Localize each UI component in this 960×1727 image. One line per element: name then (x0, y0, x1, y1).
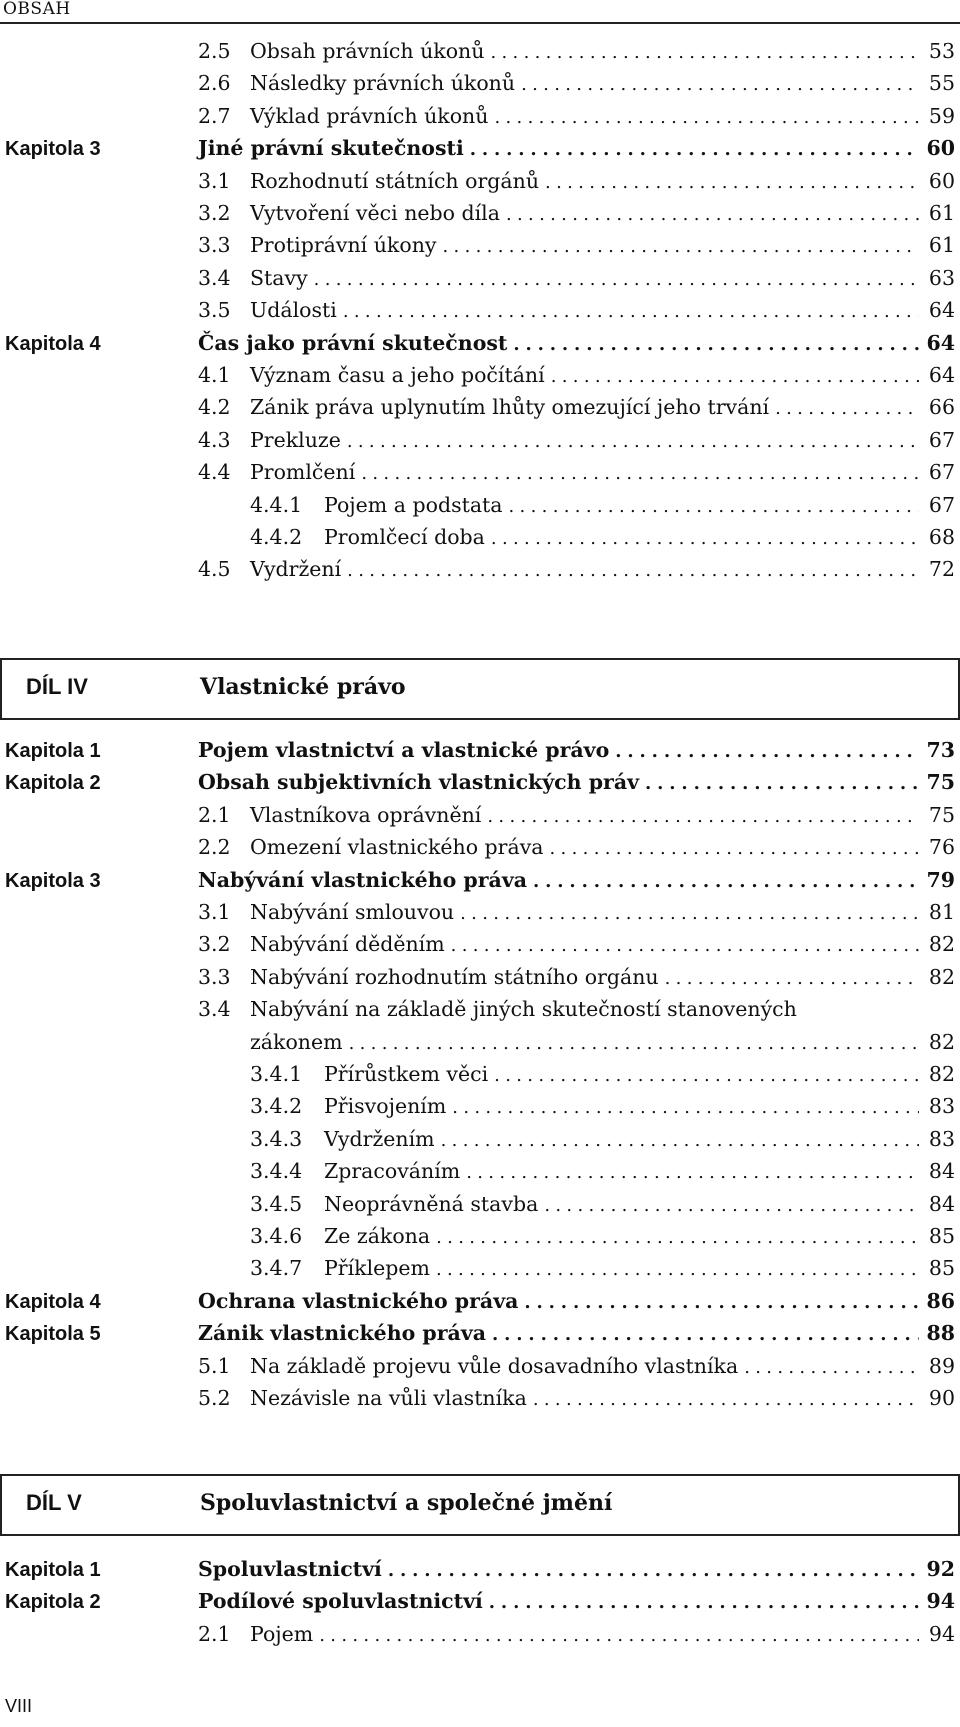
entry-line (198, 39, 955, 69)
page-ref: 94 (928, 1621, 955, 1646)
entry-line (198, 71, 955, 101)
entry-title: Vytvoření věci nebo díla (250, 201, 500, 225)
section-number: 2.1 (198, 1621, 231, 1646)
entry-line (198, 104, 955, 134)
leader-dots (314, 269, 919, 290)
section-number: 2.5 (198, 39, 231, 63)
page-ref: 66 (928, 395, 955, 420)
entry-line (198, 395, 955, 425)
toc-entry[interactable] (0, 1222, 960, 1254)
page-ref: 88 (926, 1321, 955, 1346)
entry-title: Nabývání vlastnického práva (198, 867, 528, 892)
entry-line (198, 835, 955, 865)
page-ref: 64 (926, 330, 955, 355)
entry-line (198, 1289, 955, 1319)
running-header (0, 0, 960, 24)
entry-title: Jiné právní skutečnosti (198, 136, 464, 161)
section-number: 3.2 (198, 201, 231, 225)
entry-title: Přisvojením (324, 1094, 447, 1119)
entry-line (198, 233, 955, 263)
page-ref: 61 (928, 201, 955, 225)
leader-dots (361, 463, 919, 484)
entry-title: Obsah subjektivních vlastnických práv (198, 770, 640, 795)
page-ref: 60 (928, 168, 955, 193)
part-title: Vlastnické právo (200, 674, 406, 700)
section-number: 4.4 (198, 460, 231, 485)
toc-entry[interactable] (0, 1587, 960, 1619)
chapter-label: Kapitola 3 (5, 138, 101, 161)
entry-title: Význam času a jeho počítání (250, 363, 545, 387)
entry-title: Obsah právních úkonů (250, 39, 485, 63)
entry-line (198, 169, 955, 199)
entry-title: Nabývání smlouvou (250, 900, 455, 924)
toc-entry[interactable] (0, 1555, 960, 1587)
entry-title: Prekluze (250, 427, 341, 452)
page-number: VIII (5, 1696, 33, 1716)
page-ref: 81 (928, 900, 955, 924)
page-ref: 67 (928, 460, 955, 485)
entry-title: Nabývání rozhodnutím státního orgánu (250, 964, 659, 989)
toc-entry[interactable] (0, 1254, 960, 1286)
entry-line (198, 770, 955, 800)
page-ref: 67 (928, 492, 955, 517)
toc-entry[interactable] (0, 199, 960, 231)
toc-entry[interactable] (0, 1190, 960, 1222)
toc-entry[interactable] (0, 1319, 960, 1351)
leader-dots (506, 204, 919, 225)
chapter-label: Kapitola 2 (5, 772, 101, 795)
page-ref: 86 (926, 1288, 955, 1313)
page-ref: 79 (926, 867, 955, 892)
entry-title: Následky právních úkonů (250, 71, 516, 96)
entry-line (250, 525, 955, 555)
leader-dots (544, 1195, 919, 1216)
toc-entry[interactable] (0, 995, 960, 1027)
toc-entry[interactable] (0, 555, 960, 587)
entry-line (250, 1030, 955, 1060)
toc-entry[interactable] (0, 102, 960, 134)
part-label: DÍL IV (26, 674, 88, 699)
section-number: 3.4.1 (250, 1062, 303, 1086)
leader-dots (494, 107, 919, 128)
section-number: 3.4.6 (250, 1224, 303, 1248)
page-ref: 72 (928, 557, 955, 582)
chapter-label: Kapitola 5 (5, 1323, 101, 1346)
leader-dots (513, 334, 919, 355)
leader-dots (545, 172, 919, 193)
entry-title: Příklepem (324, 1256, 430, 1281)
toc-entry[interactable] (0, 1060, 960, 1092)
section-number: 3.4 (198, 265, 231, 290)
entry-line (198, 201, 955, 231)
entry-title: Vydržením (324, 1126, 435, 1151)
section-number: 5.2 (198, 1386, 231, 1410)
leader-dots (533, 871, 919, 892)
entry-line (198, 1321, 955, 1351)
entry-title: Ze zákona (324, 1224, 431, 1248)
chapter-label: Kapitola 2 (5, 1591, 101, 1614)
toc-entry[interactable] (0, 1157, 960, 1189)
entry-title: Vydržení (250, 557, 342, 582)
chapter-label: Kapitola 3 (5, 869, 101, 892)
leader-dots (452, 1097, 919, 1118)
entry-title: Promlčení (250, 460, 356, 485)
leader-dots (665, 968, 919, 989)
entry-line (198, 932, 955, 962)
section-number: 3.3 (198, 964, 231, 989)
page-ref: 84 (928, 1159, 955, 1184)
page-ref: 83 (928, 1094, 955, 1119)
section-number: 3.1 (198, 168, 231, 193)
leader-dots (521, 74, 919, 95)
entry-title: Vlastníkova oprávnění (250, 802, 482, 827)
section-number: 3.4.7 (250, 1256, 303, 1281)
chapter-label: Kapitola 1 (5, 1559, 101, 1581)
leader-dots (466, 1162, 919, 1183)
page-ref: 53 (928, 39, 955, 63)
leader-dots (460, 903, 919, 924)
page-ref: 90 (928, 1386, 955, 1410)
leader-dots (347, 560, 919, 581)
page-ref: 82 (928, 1062, 955, 1086)
section-number: 3.1 (198, 900, 231, 924)
section-number: 4.4.1 (250, 492, 303, 517)
toc-entry[interactable] (0, 1287, 960, 1319)
toc-entry[interactable] (0, 523, 960, 555)
toc-entry[interactable] (0, 866, 960, 898)
toc-entry[interactable] (0, 69, 960, 101)
entry-line (198, 1354, 955, 1384)
entry-line (250, 1127, 955, 1157)
toc-entry-continuation[interactable] (0, 1028, 960, 1060)
toc-entry[interactable] (0, 1384, 960, 1416)
section-number: 2.1 (198, 802, 231, 827)
section-number: 2.6 (198, 71, 231, 96)
toc-entry[interactable] (0, 930, 960, 962)
page-ref: 85 (928, 1224, 955, 1248)
page-ref: 84 (928, 1191, 955, 1216)
section-number: 3.3 (198, 233, 231, 258)
leader-dots (487, 806, 919, 827)
page-ref: 63 (928, 265, 955, 290)
entry-line (250, 1224, 955, 1254)
page-ref: 75 (926, 770, 955, 795)
entry-title: Zpracováním (324, 1159, 461, 1184)
entry-title: Na základě projevu vůle dosavadního vlastníka (250, 1353, 739, 1378)
entry-line (198, 803, 955, 833)
leader-dots (388, 1560, 919, 1581)
entry-line (198, 298, 955, 328)
toc-entry[interactable] (0, 963, 960, 995)
chapter-label: Kapitola 4 (5, 332, 101, 355)
entry-title: Omezení vlastnického práva (250, 835, 544, 860)
entry-title: Pojem (250, 1621, 314, 1646)
page-ref: 59 (928, 103, 955, 128)
toc-entry[interactable] (0, 458, 960, 490)
entry-line (198, 900, 955, 930)
entry-title: Ochrana vlastnického práva (198, 1288, 519, 1313)
leader-dots (494, 1065, 919, 1086)
entry-line (198, 428, 955, 458)
entry-line (198, 1589, 955, 1619)
part-label: DÍL V (26, 1490, 82, 1515)
entry-title: Podílové spoluvlastnictví (198, 1589, 483, 1614)
toc-entry[interactable] (0, 1125, 960, 1157)
section-number: 3.4 (198, 997, 231, 1022)
entry-title: Přírůstkem věci (324, 1062, 489, 1086)
page-ref: 67 (928, 427, 955, 452)
leader-dots (343, 301, 919, 322)
page-ref: 73 (926, 738, 955, 762)
leader-dots (492, 1324, 919, 1345)
page-ref: 68 (928, 525, 955, 549)
page-ref: 64 (928, 363, 955, 387)
leader-dots (436, 1259, 919, 1280)
leader-dots (551, 366, 919, 387)
toc-entry[interactable] (0, 1092, 960, 1124)
leader-dots (509, 496, 919, 517)
page-ref: 75 (928, 802, 955, 827)
chapter-label: Kapitola 4 (5, 1290, 101, 1313)
toc-entry[interactable] (0, 833, 960, 865)
leader-dots (319, 1625, 919, 1646)
section-number: 2.7 (198, 103, 231, 128)
entry-title: Nabývání na základě jiných skutečností stanovených (250, 997, 797, 1022)
toc-entry[interactable] (0, 426, 960, 458)
entry-line (198, 868, 955, 898)
page-ref: 61 (928, 233, 955, 258)
toc-entry[interactable] (0, 296, 960, 328)
entry-title-continuation: zákonem (250, 1029, 343, 1054)
section-number: 3.4.4 (250, 1159, 303, 1184)
entry-title: Nabývání děděním (250, 932, 445, 957)
section-number: 3.4.2 (250, 1094, 303, 1119)
section-number: 3.2 (198, 932, 231, 957)
entry-title: Výklad právních úkonů (250, 103, 489, 128)
leader-dots (490, 42, 919, 63)
section-number: 4.4.2 (250, 525, 303, 549)
toc-entry[interactable] (0, 37, 960, 69)
leader-dots (349, 1033, 919, 1054)
entry-title: Protiprávní úkony (250, 233, 437, 258)
leader-dots (451, 935, 919, 956)
entry-line (198, 331, 955, 361)
toc-entry[interactable] (0, 167, 960, 199)
toc-entry[interactable] (0, 231, 960, 263)
entry-line (198, 1386, 955, 1416)
leader-dots (615, 741, 919, 762)
toc-entry[interactable] (0, 768, 960, 800)
entry-title: Události (250, 298, 337, 323)
section-number: 5.1 (198, 1353, 231, 1378)
toc-entry[interactable] (0, 329, 960, 361)
leader-dots (533, 1389, 919, 1410)
entry-title: Zánik práva uplynutím lhůty omezující jeho trvání (250, 395, 770, 420)
entry-title: Rozhodnutí státních orgánů (250, 168, 540, 193)
chapter-label: Kapitola 1 (5, 740, 101, 762)
page-ref: 64 (928, 298, 955, 323)
section-number: 4.1 (198, 363, 231, 387)
part-heading (0, 658, 960, 720)
entry-title: Pojem a podstata (324, 492, 503, 517)
entry-line (250, 1094, 955, 1124)
page-ref: 55 (928, 71, 955, 96)
entry-line (250, 1159, 955, 1189)
leader-dots (775, 398, 919, 419)
entry-line (250, 1192, 955, 1222)
entry-title: Pojem vlastnictví a vlastnické právo (198, 738, 610, 762)
leader-dots (489, 1592, 919, 1613)
entry-line (250, 493, 955, 523)
page-ref: 82 (928, 932, 955, 957)
section-number: 3.4.5 (250, 1191, 303, 1216)
leader-dots (744, 1357, 919, 1378)
page-ref: 89 (928, 1353, 955, 1378)
entry-line (198, 557, 955, 587)
page-ref: 92 (926, 1557, 955, 1581)
entry-line (250, 1256, 955, 1286)
entry-line (198, 1557, 955, 1587)
toc-entry[interactable] (0, 1620, 960, 1652)
entry-title: Promlčecí doba (324, 525, 485, 549)
leader-dots (645, 773, 919, 794)
entry-line (198, 965, 955, 995)
entry-line (198, 136, 955, 166)
page-ref: 76 (928, 835, 955, 860)
toc-entry[interactable] (0, 361, 960, 393)
entry-title: Spoluvlastnictví (198, 1557, 382, 1581)
entry-line (198, 738, 955, 768)
entry-line (198, 1622, 955, 1652)
leader-dots (436, 1227, 919, 1248)
toc-entry[interactable] (0, 393, 960, 425)
page-ref: 82 (928, 1029, 955, 1054)
toc-entry[interactable] (0, 491, 960, 523)
leader-dots (524, 1292, 919, 1313)
part-heading (0, 1474, 960, 1536)
toc-entry[interactable] (0, 1352, 960, 1384)
page-ref: 60 (926, 136, 955, 161)
entry-line (198, 363, 955, 393)
leader-dots (491, 528, 919, 549)
leader-dots (470, 139, 919, 160)
part-title: Spoluvlastnictví a společné jmění (200, 1490, 613, 1516)
leader-dots (442, 236, 919, 257)
leader-dots (347, 431, 919, 452)
section-number: 4.2 (198, 395, 231, 420)
entry-line (198, 266, 955, 296)
entry-line (198, 997, 955, 1027)
entry-title: Čas jako právní skutečnost (198, 330, 508, 355)
section-number: 4.3 (198, 427, 231, 452)
toc-entry[interactable] (0, 736, 960, 768)
leader-dots (550, 838, 919, 859)
toc-entry[interactable] (0, 898, 960, 930)
leader-dots (441, 1130, 919, 1151)
toc-entry[interactable] (0, 801, 960, 833)
entry-line (198, 460, 955, 490)
section-number: 4.5 (198, 557, 231, 582)
entry-line (250, 1062, 955, 1092)
section-number: 3.4.3 (250, 1126, 303, 1151)
header-text: OBSAH (3, 0, 71, 19)
section-number: 2.2 (198, 835, 231, 860)
entry-title: Stavy (250, 265, 308, 290)
page-ref: 82 (928, 964, 955, 989)
page-ref: 83 (928, 1126, 955, 1151)
entry-title: Nezávisle na vůli vlastníka (250, 1386, 527, 1410)
entry-title: Zánik vlastnického práva (198, 1321, 487, 1346)
section-number: 3.5 (198, 298, 231, 323)
entry-title: Neoprávněná stavba (324, 1191, 539, 1216)
page-ref: 85 (928, 1256, 955, 1281)
page-ref: 94 (926, 1589, 955, 1614)
toc-entry[interactable] (0, 134, 960, 166)
toc-entry[interactable] (0, 264, 960, 296)
